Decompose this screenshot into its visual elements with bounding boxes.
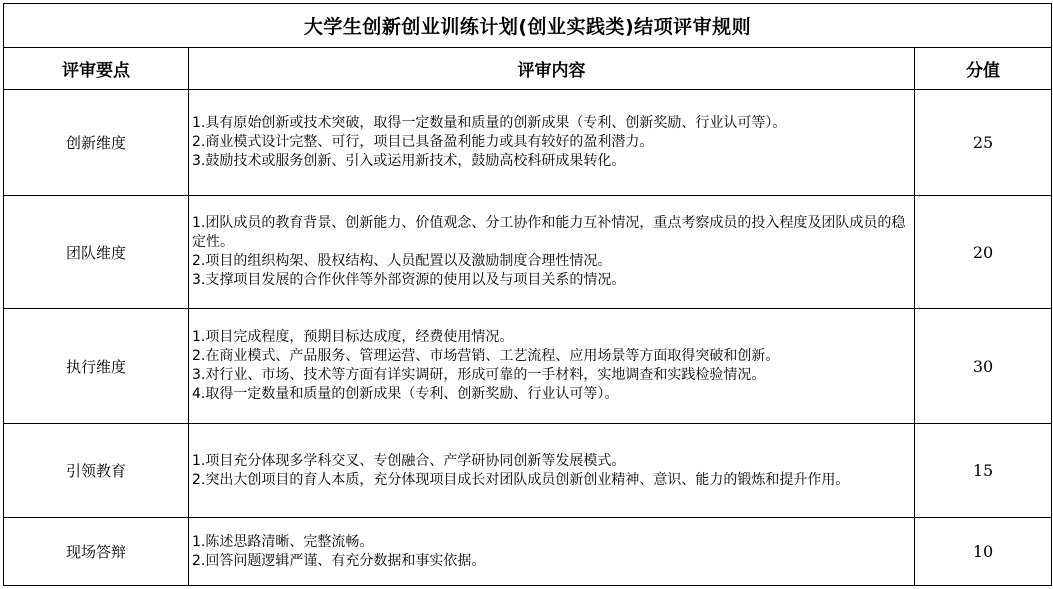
score-cell: 25 bbox=[915, 90, 1052, 196]
content-cell bbox=[189, 90, 915, 196]
title-row bbox=[4, 4, 1052, 48]
content-cell bbox=[189, 196, 915, 309]
table-row bbox=[4, 90, 1052, 196]
dimension-cell: 引领教育 bbox=[4, 424, 189, 518]
score-cell: 15 bbox=[915, 424, 1052, 518]
dimension-cell: 执行维度 bbox=[4, 309, 189, 424]
content-cell bbox=[189, 309, 915, 424]
content-cell bbox=[189, 518, 915, 586]
header-dimension: 评审要点 bbox=[4, 48, 189, 90]
content-line: 2.突出大创项目的育人本质，充分体现项目成长对团队成员创新创业精神、意识、能力的锻炼和提升作用。 bbox=[192, 471, 850, 488]
content-line: 1.项目完成程度，预期目标达成度，经费使用情况。 bbox=[192, 329, 514, 345]
header-score: 分值 bbox=[915, 48, 1052, 90]
content-line: 2.商业模式设计完整、可行，项目已具备盈利能力或具有较好的盈利潜力。 bbox=[192, 134, 654, 150]
content-line: 3.支撑项目发展的合作伙伴等外部资源的使用以及与项目关系的情况。 bbox=[192, 272, 626, 288]
content-line: 1.团队成员的教育背景、创新能力、价值观念、分工协作和能力互补情况，重点考察成员的投入程度及团队成员的稳定性。 bbox=[192, 215, 906, 250]
content-line: 2.在商业模式、产品服务、管理运营、市场营销、工艺流程、应用场景等方面取得突破和创新。 bbox=[192, 348, 780, 364]
score-cell: 10 bbox=[915, 518, 1052, 586]
header-content: 评审内容 bbox=[189, 48, 915, 90]
table-row bbox=[4, 196, 1052, 309]
content-line: 1.具有原始创新或技术突破，取得一定数量和质量的创新成果（专利、创新奖励、行业认可等）。 bbox=[192, 115, 787, 131]
dimension-cell: 团队维度 bbox=[4, 196, 189, 309]
score-cell: 20 bbox=[915, 196, 1052, 309]
table-row bbox=[4, 309, 1052, 424]
content-line: 3.鼓励技术或服务创新、引入或运用新技术，鼓励高校科研成果转化。 bbox=[192, 153, 626, 169]
dimension-cell: 创新维度 bbox=[4, 90, 189, 196]
content-line: 2.项目的组织构架、股权结构、人员配置以及激励制度合理性情况。 bbox=[192, 253, 612, 269]
review-rules-table bbox=[3, 3, 1052, 586]
content-line: 3.对行业、市场、技术等方面有详实调研，形成可靠的一手材料，实地调查和实践检验情况。 bbox=[192, 367, 766, 383]
table-row bbox=[4, 518, 1052, 586]
table-row bbox=[4, 424, 1052, 518]
content-line: 2.回答问题逻辑严谨、有充分数据和事实依据。 bbox=[192, 552, 486, 569]
content-cell bbox=[189, 424, 915, 518]
content-line: 1.陈述思路清晰、完整流畅。 bbox=[192, 533, 374, 550]
header-row bbox=[4, 48, 1052, 90]
dimension-cell: 现场答辩 bbox=[4, 518, 189, 586]
score-cell: 30 bbox=[915, 309, 1052, 424]
table-title: 大学生创新创业训练计划(创业实践类)结项评审规则 bbox=[4, 4, 1052, 48]
content-line: 4.取得一定数量和质量的创新成果（专利、创新奖励、行业认可等）。 bbox=[192, 386, 619, 402]
content-line: 1.项目充分体现多学科交叉、专创融合、产学研协同创新等发展模式。 bbox=[192, 452, 626, 469]
